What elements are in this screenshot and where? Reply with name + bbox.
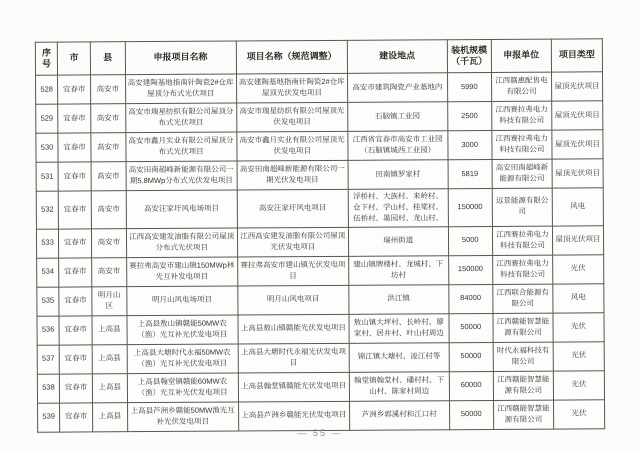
table-cell: 537 <box>37 345 59 374</box>
table-cell: 江西赣能智慧能源有限公司 <box>493 313 553 342</box>
projects-table-body <box>36 72 605 432</box>
table-cell: 535 <box>37 287 59 316</box>
table-row <box>36 159 603 191</box>
table-cell: 敖山镇大坪村、长岭村、廖家村、居井村、叶山村周边 <box>349 313 449 343</box>
table-cell: 50000 <box>449 400 493 429</box>
table-cell: 529 <box>36 104 58 133</box>
table-cell: 江西赛拉弗电力科技有限公司 <box>492 130 552 159</box>
table-cell: 宜春市 <box>59 287 92 316</box>
table-cell: 150000 <box>448 188 492 226</box>
table-cell: 528 <box>36 75 58 104</box>
table-cell: 屋顶光伏项目 <box>552 225 603 254</box>
table-header-row <box>35 39 602 75</box>
table-cell: 5000 <box>448 226 492 255</box>
table-cell: 江西高安建发油脂有限公司屋顶光伏发电项目 <box>237 227 348 257</box>
table-cell: 高安市 <box>91 104 126 133</box>
table-cell: 宜春市 <box>58 133 91 162</box>
table-cell: 高安市 <box>91 133 126 162</box>
table-cell: 150000 <box>448 255 492 284</box>
table-cell: 高安市建筑陶瓷产业基地内 <box>347 73 447 103</box>
table-cell: 宜春市 <box>59 258 92 287</box>
table-cell: 高安汪家圩风电项目 <box>237 189 348 227</box>
table-cell: 江西省宜春市高安市工业园（石脑镇城西工业园） <box>348 131 448 161</box>
table-cell: 高安田南超峰新能源有限公司一期光伏发电项目 <box>237 160 348 190</box>
table-cell: 江西赣能智慧能源有限公司 <box>493 400 553 429</box>
table-cell: 明月山风电场项目 <box>126 286 237 316</box>
header-project-type: 项目类型 <box>551 39 602 72</box>
table-cell: 江西赣惠配售电有限公司 <box>491 72 551 101</box>
header-serial-number: 序号 <box>35 42 57 75</box>
table-cell: 江西联合能源有限公司 <box>493 284 553 313</box>
table-cell: 光伏 <box>553 312 604 341</box>
table-cell: 2500 <box>447 101 491 130</box>
table-cell: 宜春市 <box>58 191 91 229</box>
table-cell: 光伏 <box>553 254 604 283</box>
table-cell: 宜春市 <box>59 316 92 345</box>
table-row <box>36 225 603 257</box>
table-cell: 533 <box>36 229 58 258</box>
page-number: — 55 — <box>297 428 343 438</box>
table-cell: 屋顶光伏项目 <box>552 130 603 159</box>
table-cell: 5990 <box>447 72 491 101</box>
header-construction-site: 建设地点 <box>347 40 447 74</box>
table-cell: 明月山风电项目 <box>237 285 348 315</box>
table-cell: 宜春市 <box>58 104 91 133</box>
table-cell: 50000 <box>449 342 493 371</box>
table-cell: 江西高安建发油脂有限公司屋顶分布式光伏项目 <box>126 228 237 258</box>
table-cell: 远景能源有限公司 <box>492 188 552 226</box>
table-cell: 上高县 <box>92 315 127 344</box>
table-cell: 高安市鑫月实业有限公司屋顶光伏发电项目 <box>237 131 348 161</box>
table-cell: 宜春市 <box>59 345 92 374</box>
table-cell: 屋顶光伏项目 <box>552 159 603 188</box>
table-cell: 风电 <box>552 188 603 226</box>
table-cell: 5819 <box>448 159 492 188</box>
table-cell: 上高县 <box>93 402 128 431</box>
table-row <box>36 188 603 229</box>
table-row <box>37 254 604 286</box>
table-row <box>36 130 603 162</box>
table-cell: 明月山区 <box>92 286 127 315</box>
projects-table <box>35 38 605 432</box>
header-installed-capacity: 装机规模（千瓦） <box>447 39 491 72</box>
table-row <box>37 341 604 373</box>
table-cell: 高安建陶基地指南针陶瓷2#仓库屋顶分布式光伏项目 <box>125 74 236 104</box>
table-cell: 屋顶光伏项目 <box>552 101 603 130</box>
table-row <box>37 312 604 344</box>
header-adjusted-project-name: 项目名称（规范调整） <box>236 40 347 74</box>
table-row <box>37 283 604 315</box>
table-cell: 时代永福科技有限公司 <box>493 342 553 371</box>
table-cell: 538 <box>37 374 59 403</box>
header-county: 县 <box>90 42 125 75</box>
table-row <box>36 101 603 133</box>
table-cell: 60000 <box>449 371 493 400</box>
table-cell: 上高县敖山镇赣能光伏发电项目 <box>238 314 349 344</box>
table-cell: 光伏 <box>553 341 604 370</box>
table-cell: 上高县 <box>92 373 127 402</box>
table-cell: 田南镇罗家村 <box>348 160 448 190</box>
table-cell: 石脑镇工业园 <box>348 102 448 132</box>
table-row <box>38 399 605 431</box>
table-cell: 江西赛拉弗电力科技有限公司 <box>492 226 552 255</box>
table-cell: 宜春市 <box>59 229 92 258</box>
table-cell: 浮桥村、大族村、来岭村、仓下村、学山村、桂棠村、伍桥村、墨园村、龙山村、 <box>348 189 448 227</box>
table-cell: 风电 <box>553 283 604 312</box>
table-cell: 上高县大塘时代永福光伏发电项目 <box>238 343 349 373</box>
table-cell: 高安田南超峰新能源有限公司一期5.8MWp分布式光伏发电项目 <box>126 161 237 191</box>
table-cell: 高安市鑫月实业有限公司屋顶分布式光伏项目 <box>125 132 236 162</box>
table-cell: 高安市瑞星纺织有限公司屋顶光伏发电项目 <box>236 102 347 132</box>
table-cell: 江西赛拉弗电力科技有限公司 <box>492 255 552 284</box>
table-row <box>36 72 603 104</box>
table-cell: 高安市 <box>91 162 126 191</box>
table-cell: 宜春市 <box>58 75 91 104</box>
table-cell: 瑞州街道 <box>348 226 448 256</box>
table-cell: 赛拉弗高安市建山镇光伏发电项目 <box>237 256 348 286</box>
table-cell: 高安建陶基地指南针陶瓷2#仓库屋顶光伏发电项目 <box>236 73 347 103</box>
table-cell: 高安市 <box>91 228 126 257</box>
table-cell: 高安汪家圩风电场项目 <box>126 190 237 228</box>
table-row <box>37 370 604 402</box>
table-cell: 539 <box>38 403 60 432</box>
table-cell: 宜春市 <box>60 403 93 432</box>
table-cell: 高安市 <box>92 257 127 286</box>
table-cell: 534 <box>37 258 59 287</box>
table-cell: 宜春市 <box>58 162 91 191</box>
table-cell: 3000 <box>447 130 491 159</box>
table-cell: 84000 <box>448 284 492 313</box>
header-declaring-unit: 申报单位 <box>491 39 551 72</box>
table-cell: 高安市 <box>91 191 126 229</box>
header-city: 市 <box>57 42 90 75</box>
table-cell: 上高县 <box>92 344 127 373</box>
table-cell: 50000 <box>449 313 493 342</box>
header-declared-project-name: 申报项目名称 <box>125 41 236 75</box>
table-cell: 锦江镇大塘村、凌江村等 <box>349 342 449 372</box>
table-cell: 高安田南超峰新能源有限公司 <box>492 159 552 188</box>
table-cell: 光伏 <box>553 370 604 399</box>
table-cell: 532 <box>36 191 58 229</box>
table-cell: 上高县芦洲乡赣能光伏发电项目 <box>238 401 349 431</box>
table-cell: 屋顶光伏项目 <box>551 72 602 101</box>
table-cell: 宜春市 <box>59 374 92 403</box>
table-cell: 536 <box>37 316 59 345</box>
table-cell: 上高县敖山镇赣能50MW农（渔）光互补光伏发电项目 <box>127 315 238 345</box>
table-cell: 上高县大塘时代永福50MW农（渔）光互补光伏发电项目 <box>127 344 238 374</box>
table-cell: 洪江镇 <box>349 284 449 314</box>
table-cell: 翰堂镇翰堂村、磻村村、下山村、陈家村周边 <box>349 371 449 401</box>
table-cell: 芦洲乡郭溪村和江口村 <box>349 400 449 430</box>
table-cell: 531 <box>36 162 58 191</box>
table-cell: 江西赛拉弗电力科技有限公司 <box>491 101 551 130</box>
table-cell: 建山镇牌楼村、龙城村、下坊村 <box>348 255 448 285</box>
table-cell: 上高县芦洲乡赣能50MW渔光互补光伏发电项目 <box>127 402 238 432</box>
table-cell: 高安市 <box>91 75 126 104</box>
table-cell: 上高县翰堂镇赣能60MW农（渔）光互补光伏发电项目 <box>127 373 238 403</box>
table-cell: 江西赣能智慧能源有限公司 <box>493 371 553 400</box>
table-cell: 赛拉弗高安市建山镇150MWp林光互补发电项目 <box>126 257 237 287</box>
table-cell: 光伏 <box>553 399 604 428</box>
table-cell: 上高县翰堂镇赣能光伏发电项目 <box>238 372 349 402</box>
table-cell: 530 <box>36 133 58 162</box>
table-cell: 高安市瑞星纺织有限公司屋顶分布式光伏项目 <box>125 103 236 133</box>
